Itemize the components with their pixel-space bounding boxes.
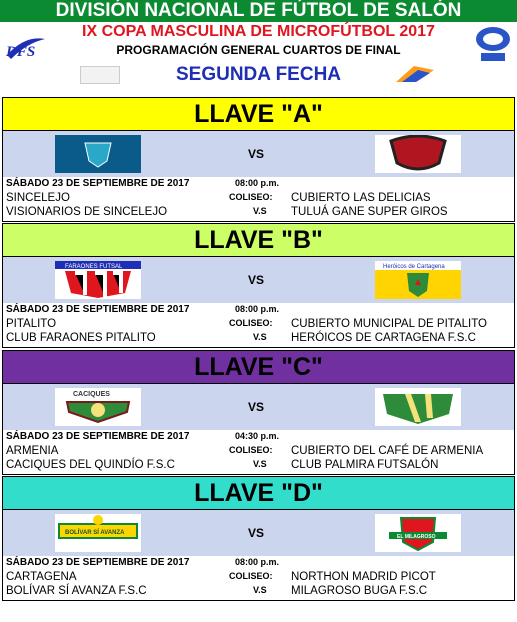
away-team: HERÓICOS DE CARTAGENA F.S.C [291,332,476,344]
away-team: MILAGROSO BUGA F.S.C [291,585,428,597]
home-team: VISIONARIOS DE SINCELEJO [6,206,168,218]
match-city: CARTAGENA [6,571,77,583]
away-team-logo [375,388,461,426]
llave-b-logo-row [2,257,515,303]
vs-small: V.S [253,585,267,595]
llave-b-info [2,303,515,348]
away-team: TULUÁ GANE SUPER GIROS [291,206,448,218]
match-venue: NORTHON MADRID PICOT [291,571,436,583]
cup-title: IX COPA MASCULINA DE MICROFÚTBOL 2017 [82,23,435,40]
away-team-logo [375,514,461,552]
llave-b-header: LLAVE "B" [2,223,515,257]
match-venue: CUBIERTO LAS DELICIAS [291,192,431,204]
coliseo-label: COLISEO: [229,192,273,202]
division-title: DIVISIÓN NACIONAL DE FÚTBOL DE SALÓN [0,0,517,22]
caciques-logo-icon [55,388,141,426]
away-team-logo [375,135,461,173]
vs-label: VS [248,400,265,414]
llave-c-info [2,430,515,475]
program-title: PROGRAMACIÓN GENERAL CUARTOS DE FINAL [116,43,401,57]
svg-text:EL MILAGROSO: EL MILAGROSO [397,534,436,540]
away-team-logo [375,261,461,299]
match-venue: CUBIERTO MUNICIPAL DE PITALITO [291,318,487,330]
match-date: SÁBADO 23 DE SEPTIEMBRE DE 2017 [6,431,190,442]
match-time: 08:00 p.m. [235,304,280,314]
away-team: CLUB PALMIRA FUTSALÓN [291,459,439,471]
llave-a-header: LLAVE "A" [2,97,515,131]
home-team: CACIQUES DEL QUINDÍO F.S.C [6,459,175,471]
vs-small: V.S [253,459,267,469]
vs-label: VS [248,526,265,540]
tournament-logo [473,25,513,63]
heroicos-logo-icon [375,261,461,299]
svg-text:BOLÍVAR SÍ AVANZA: BOLÍVAR SÍ AVANZA [65,530,125,536]
home-team: BOLÍVAR SÍ AVANZA F.S.C [6,585,147,597]
match-date: SÁBADO 23 DE SEPTIEMBRE DE 2017 [6,557,190,568]
svg-text:CACIQUES: CACIQUES [73,391,110,398]
palmira-logo-icon [375,388,461,426]
cup-logo-icon [473,25,513,63]
bolivar-logo-icon [55,514,141,552]
tulua-logo-icon [375,135,461,173]
coliseo-label: COLISEO: [229,445,273,455]
faraones-logo-icon [55,261,141,299]
coliseo-label: COLISEO: [229,318,273,328]
llave-d-logo-row [2,510,515,556]
match-time: 04:30 p.m. [235,431,280,441]
vs-small: V.S [253,332,267,342]
match-date: SÁBADO 23 DE SEPTIEMBRE DE 2017 [6,178,190,189]
llave-a-info [2,177,515,222]
match-venue: CUBIERTO DEL CAFÉ DE ARMENIA [291,445,484,457]
svg-text:Heróicos de Cartagena: Heróicos de Cartagena [383,264,445,270]
llave-c-header: LLAVE "C" [2,350,515,384]
flame-logo-icon [394,64,436,84]
match-city: ARMENIA [6,445,59,457]
llave-c-logo-row [2,384,515,430]
home-team-logo [55,135,141,173]
match-time: 08:00 p.m. [235,178,280,188]
coliseo-label: COLISEO: [229,571,273,581]
home-team-logo [55,261,141,299]
match-city: PITALITO [6,318,57,330]
match-city: SINCELEJO [6,192,70,204]
llave-d-info [2,556,515,601]
visionarios-logo-icon [55,135,141,173]
milagroso-logo-icon [375,514,461,552]
sponsor-logo-right [394,64,436,84]
llave-d-header: LLAVE "D" [2,476,515,510]
llave-a-logo-row [2,131,515,177]
svg-text:FARAONES FUTSAL: FARAONES FUTSAL [65,264,123,270]
vs-label: VS [248,147,265,161]
round-title: SEGUNDA FECHA [175,64,342,85]
match-time: 08:00 p.m. [235,557,280,567]
home-team-logo [55,514,141,552]
svg-text:DFS: DFS [6,44,36,60]
match-date: SÁBADO 23 DE SEPTIEMBRE DE 2017 [6,304,190,315]
home-team-logo [55,388,141,426]
home-team: CLUB FARAONES PITALITO [6,332,156,344]
vs-small: V.S [253,206,267,216]
vs-label: VS [248,273,265,287]
sponsor-logo-left [80,66,120,84]
